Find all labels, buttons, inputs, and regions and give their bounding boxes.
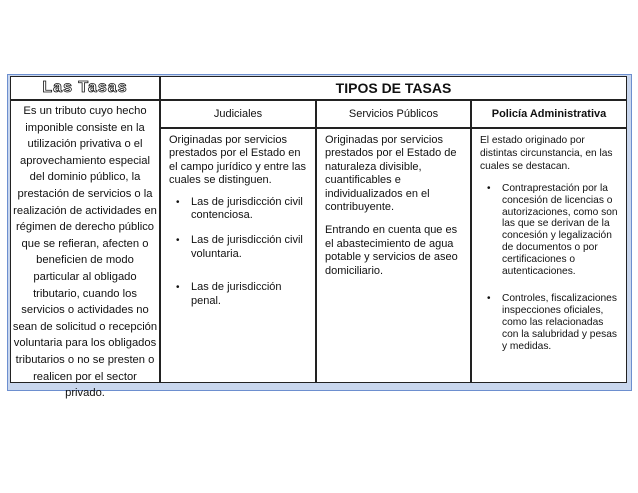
column-paragraph: Originadas por servicios prestados por el Estado de naturaleza divisible, cuantificables e individualizados en el contribuyente. bbox=[325, 134, 457, 214]
definition-text: Es un tributo cuyo hecho imponible consiste en la utilización privativa o el aprovechamiento especial del dominio público, la prestación de servicios o la realización de actividades en régimen de derecho público que se refieran, afecten o beneficien de modo particular al obligado tributario, cuando los servicios o actividades no sean de solicitud o recepción voluntaria para los obligados tributarios o no se presten o realicen por el sector privado. bbox=[10, 100, 160, 383]
column-paragraph: El estado originado por distintas circunstancia, en las cuales se destacan. bbox=[480, 135, 613, 172]
bullet-icon: • bbox=[176, 196, 180, 208]
bullet-icon: • bbox=[176, 282, 180, 294]
list-item: • Las de jurisdicción penal. bbox=[176, 281, 282, 307]
list-item: • Contraprestación por la concesión de licencias o autorizaciones, como son las que se derivan de la concesión y legalización de documentos o por certificaciones o autenticaciones. bbox=[487, 183, 618, 277]
column-servicios-publicos bbox=[316, 128, 471, 383]
bullet-icon: • bbox=[487, 183, 491, 194]
list-item: • Las de jurisdicción civil contenciosa. bbox=[176, 195, 303, 222]
list-item: • Controles, fiscalizaciones inspecciones oficiales, como las relacionadas con la salubridad y pesas y medidas. bbox=[487, 293, 617, 352]
main-title: TIPOS DE TASAS bbox=[160, 76, 627, 100]
bullet-icon: • bbox=[176, 235, 180, 247]
column-paragraph: Originadas por servicios prestados por el Estado en el campo jurídico y entre las cuales se distinguen. bbox=[169, 134, 306, 187]
bullet-icon: • bbox=[487, 293, 491, 305]
column-header-policia-administrativa: Policía Administrativa bbox=[471, 100, 627, 128]
list-item: • Las de jurisdicción civil voluntaria. bbox=[176, 234, 303, 260]
column-paragraph: Entrando en cuenta que es el abastecimiento de agua potable y servicios de aseo domiciliario. bbox=[325, 224, 458, 277]
bullet-list bbox=[169, 196, 309, 308]
left-title: Las Tasas bbox=[10, 76, 160, 100]
column-header-judiciales: Judiciales bbox=[160, 100, 316, 128]
column-policia-administrativa bbox=[471, 128, 627, 383]
column-header-servicios-publicos: Servicios Públicos bbox=[316, 100, 471, 128]
column-judiciales bbox=[160, 128, 316, 383]
bullet-list bbox=[480, 183, 620, 352]
